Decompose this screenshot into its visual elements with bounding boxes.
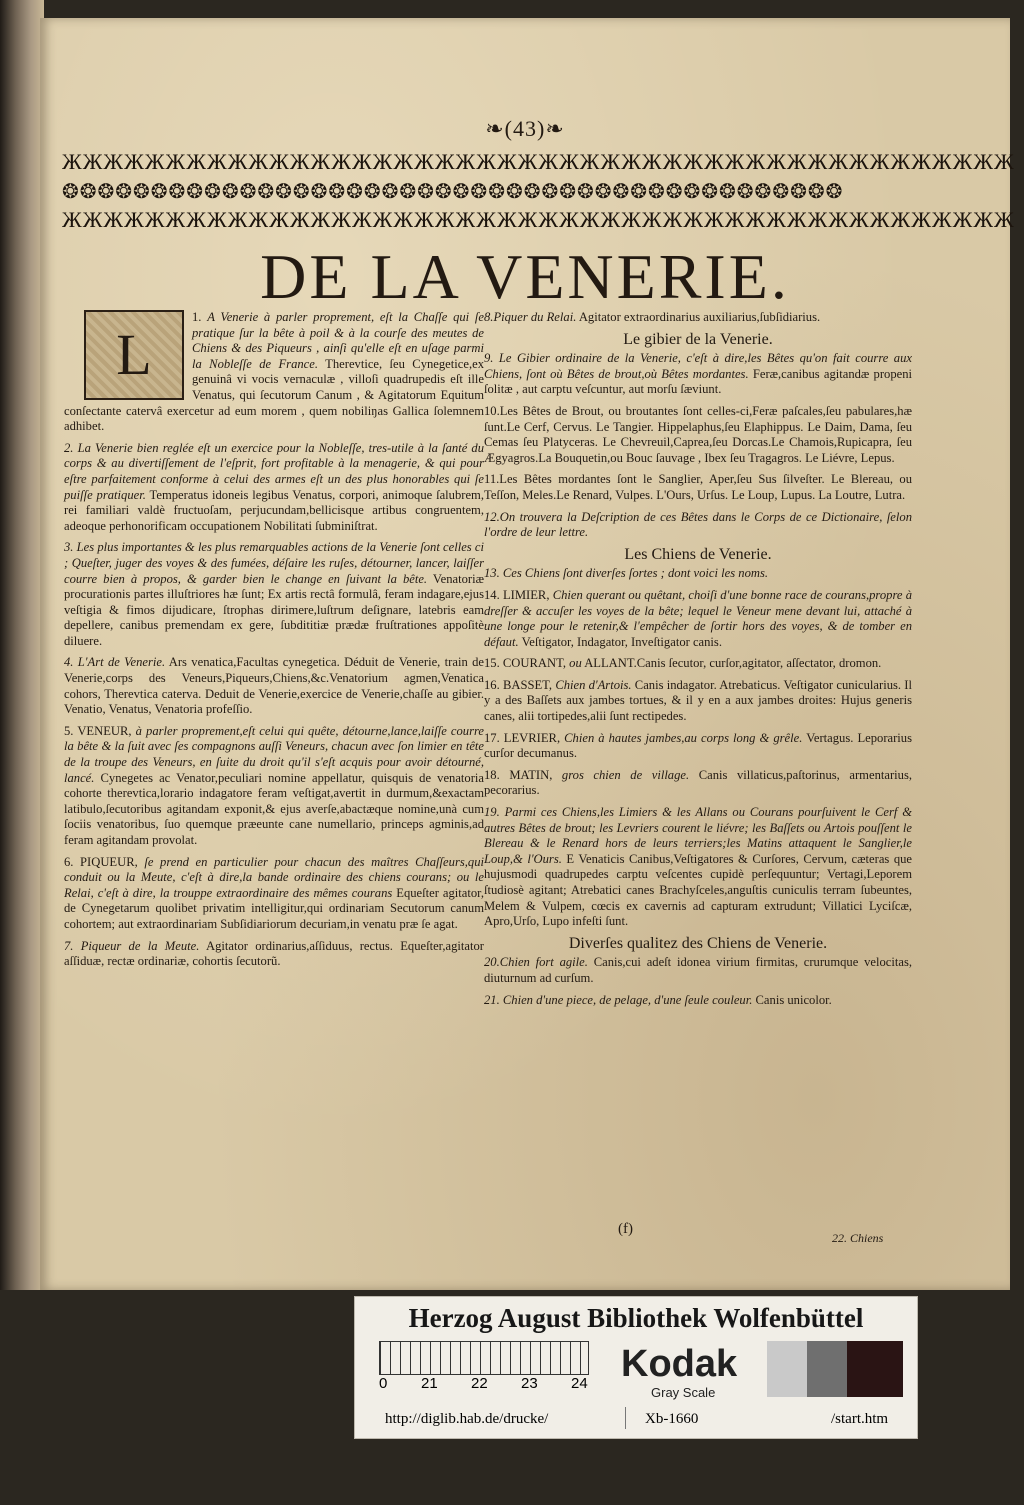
right-column (484, 310, 912, 1014)
paragraph-number: 1. (192, 310, 202, 324)
entry-italic: 19. Parmi ces Chiens,les Limiers & les Allans ou Courans pourſuivent le Cerf & autres Bêtes de brout; les Levriers courent le liévre; les Baſſets ou Artois pouſſent le Blereau & le Renard hors de leurs terriers;les Matins attaquent le Sanglier,le Loup,& l'Ours. (484, 805, 912, 866)
paragraph-2 (64, 441, 484, 535)
start-path: /start.htm (831, 1411, 889, 1427)
gray-swatch-dark (847, 1341, 903, 1397)
paragraph-7 (64, 939, 484, 970)
measure-ruler (379, 1341, 589, 1375)
entry-italic: 3. Les plus importantes & les plus remarquables actions de la Venerie ſont celles ci ; Queſter, juger des voyes & des fumées, déſaire les ruſes, détourner, lancer, laiſſer courre bien à propos, & garder bien le change en ſuivant la bête. (64, 540, 484, 586)
entry-text: Veſtigator, Indagator, Inveſtigator canis. (521, 634, 722, 649)
entry-italic: 8.Piquer du Relai. (484, 310, 577, 324)
gray-swatch-mid (807, 1341, 847, 1397)
entry-text: Temperatus idoneis legibus Venatus, corpori, animoque ſalubrem, rei familiari valdè fructuoſam, perjucundam,bellicisque artibus congruentem, adeoque perhonorificam occupationem Nobilitati ſubminiſtrat. (64, 487, 484, 533)
entry-italic: Chien à hautes jambes,au corps long & grêle. (564, 730, 803, 745)
entry-text: ALLANT.Canis ſecutor, curſor,agitator, aſſectator, dromon. (584, 656, 882, 671)
entry-text: Therevtice, ſeu Cynegetice,ex genuinâ vi vocis vernaculæ , villoſi quadrupedis eſt ille Venatus, qui ſecutorum Canum , & Agitatorum Equitum conſectante catervâ exercetur ad eum morem , quem nobiliŋas Gallica ſolemnem adhibet. (64, 356, 484, 434)
shelfmark: Xb-1660 (645, 1411, 699, 1427)
entry-text: Ars venatica,Facultas cynegetica. Déduit de Venerie, train de Venerie,corps des Veneurs,Piqueurs,Chiens,&c.Venatorium agmen,Venatica cohors, Therevtica caterva. Deduit de Venerie,exercice de Venerie,chaſſe au gibier. Venatio, Venatus, Venatoria profeſſio. (64, 655, 484, 717)
ruler-label: 23 (521, 1375, 538, 1392)
catchword: 22. Chiens (832, 1231, 884, 1245)
ruler-label: 22 (471, 1375, 488, 1392)
paragraph-21 (484, 993, 912, 1009)
entry-italic: A Venerie à parler proprement, eſt la Chaſſe qui ſe pratique ſur la bête à poil & à la courſe des meutes de Chiens & des Piqueurs , ainſi qu'elle eſt en uſage parmi la Nobleſſe de France. (192, 310, 484, 371)
book-spine-edge (0, 0, 44, 1290)
paragraph-16 (484, 678, 912, 725)
paragraph-19 (484, 805, 912, 930)
entry-italic: Chien d'Artois. (555, 677, 632, 692)
entry-italic: 13. Ces Chiens ſont diverſes ſortes ; dont voici les noms. (484, 566, 769, 581)
paragraph-10: 10.Les Bêtes de Brout, ou broutantes ſont celles-ci,Feræ paſcales,ſeu pabulares,hæ ſunt.Le Cerf, Cervus. Le Tangier. Hippelaphus,ſeu Elaphippus. Le Daim, Dama, ſeu Cemas ſeu Platyceras. Le Chevreuil,Caprea,ſeu Dorcas.Le Chamois,Rupicapra, ſeu Ægyagros.La Bouquetin,ou Bouc ſauvage , Ibex ſeu Tragagros. Le Liévre, Lepus. (484, 403, 912, 465)
entry-italic: Chien querant ou quêtant, choiſi d'une bonne race de courans,propre à dreſſer & accuſer les voyes de la bête; lequel le Veneur mene devant lui, attaché à une longe pour le retenir,& l'empêcher de ſortir hors des voyes, & de tomber en défaut. (484, 587, 912, 649)
entry-italic: 12.On trouvera la Deſcription de ces Bêtes dans le Corps de ce Dictionaire, ſelon l'ordre de leur lettre. (484, 509, 912, 540)
entry-italic: 21. Chien d'une piece, de pelage, d'une ſeule couleur. (484, 992, 753, 1007)
entry-lead: 15. COURANT, (484, 656, 566, 671)
entry-lead: 16. BASSET, (484, 677, 553, 692)
entry-lead: 5. VENEUR, (64, 723, 132, 738)
entry-italic: à parler proprement,eſt celui qui quête, détourne,lance,laiſſe courre la bête & la ſuit avec ſes compagnons auſſi Veneurs, chacun avec ſon limier en tête de la troupe des Veneurs, en ſuite du droit qu'il s'eſt acquis pour avoir détourné, lancé. (64, 723, 485, 785)
signature-mark: (f) (618, 1221, 633, 1237)
page-number: ❧(43)❧ (485, 116, 565, 141)
entry-italic: 2. La Venerie bien reglée eſt un exercice pour la Nobleſſe, tres-utile à la ſanté du corps & au divertiſſement de l'eſprit, fort profitable à la menagerie, & qui pour eſtre parfaitement conforme à celui des armes eſt un des plus honorables qui ſe puiſſe pratiquer. (64, 440, 484, 502)
paragraph-9 (484, 351, 912, 398)
paragraph-20 (484, 955, 912, 986)
section-heading-qualitez: Diverſes qualitez des Chiens de Venerie. (568, 934, 828, 952)
entry-text: Venatoriæ procurationis partes illuſtriores hæ ſunt; Ex artis rectâ formulâ, feram indagare,ejus veſtigia & fimos dijudicare, ſtrophas dirimere,luſtrum deſignare, latebris eam depellere, canibus premendam ex gere, ſubdititiæ prædæ fruſtrationes appoſitè diluere. (64, 571, 484, 648)
ruler-label: 0 (379, 1375, 388, 1392)
entry-text: Canis indagator. Atrebaticus. Veſtigator cunicularius. Il y a des Baſſets aux jambes tortues, & il y en a aux jambes droites: Hujus generis canes, alii tortipedes,alii ſunt rectipedes. (484, 677, 912, 724)
card-title: Herzog August Bibliothek Wolfenbüttel (408, 1303, 864, 1333)
entry-text: Canis,cui adeſt idonea virium firmitas, crurumque velocitas, diuturnum ad curſum. (484, 955, 912, 985)
paragraph-3 (64, 540, 484, 649)
entry-italic: ou (569, 656, 582, 671)
entry-italic: 4. L'Art de Venerie. (64, 655, 166, 670)
paragraph-4 (64, 655, 484, 717)
kodak-logo: Kodak (621, 1343, 738, 1385)
entry-lead: 18. MATIN, (484, 767, 553, 782)
paragraph-13 (484, 566, 912, 582)
source-url: http://diglib.hab.de/drucke/ (385, 1411, 549, 1427)
entry-text: Cynegetes ac Venator,peculiari nomine appellatur, quisquis de venatoria cohorte therevtica,lorario indagatore feram veſtigat,avertit in durmum,&exactam latibulo,ſecutoribus agitandam exponit,& ejus averſe,abactæque nomine,unà cum ſociis venatoribus, ſuo quemque præeunte cane numellario, princeps agminis,ad feram agitandam provolat. (64, 770, 484, 847)
paragraph-12 (484, 510, 912, 541)
card-divider (625, 1407, 626, 1429)
paragraph-1 (64, 310, 484, 435)
entry-text: Agitator ordinarius,aſſiduus, rectus. Equeſter,agitator aſſiduæ, rectæ ordinariæ, cohortis ſecutorũ. (64, 938, 484, 969)
paragraph-17 (484, 731, 912, 762)
entry-text: Vertagus. Leporarius curſor decumanus. (484, 730, 912, 761)
entry-text: Feræ,canibus agitandæ propeni ſolitæ , aut carptu veſcuntur, aut morſu ſæviunt. (484, 366, 913, 397)
entry-text: Canis unicolor. (755, 992, 832, 1007)
library-color-card (354, 1296, 918, 1439)
entry-italic: gros chien de village. (561, 767, 690, 782)
ornament-band-bottom: ЖЖЖЖЖЖЖЖЖЖЖЖЖЖЖЖЖЖЖЖЖЖЖЖЖЖЖЖЖЖЖЖЖЖЖЖЖЖЖЖЖЖЖЖЖЖ (62, 207, 1015, 232)
paragraph-5 (64, 724, 484, 849)
paragraph-11: 11.Les Bêtes mordantes ſont le Sanglier, Aper,ſeu Sus ſilveſter. Le Blereau, ou Teſſon, Meles.Le Renard, Vulpes. L'Ours, Urſus. Le Loup, Lupus. La Loutre, Lutra. (484, 472, 912, 502)
entry-lead: 17. LEVRIER, (484, 730, 561, 745)
ornament-band-top: ЖЖЖЖЖЖЖЖЖЖЖЖЖЖЖЖЖЖЖЖЖЖЖЖЖЖЖЖЖЖЖЖЖЖЖЖЖЖЖЖЖЖЖЖЖЖ (62, 149, 1015, 174)
ornament-band-middle: ❂❂❂❂❂❂❂❂❂❂❂❂❂❂❂❂❂❂❂❂❂❂❂❂❂❂❂❂❂❂❂❂❂❂❂❂❂❂❂❂❂❂❂❂ (62, 181, 844, 203)
paragraph-18 (484, 768, 912, 799)
entry-text: Agitator extraordinarius auxiliarius,ſubſidiarius. (578, 310, 821, 324)
entry-text: Canis villaticus,paſtorinus, armentarius, pecorarius. (484, 767, 912, 798)
entry-text: Equeſter agitator, de Cynegetarum quolibet privatim intelligitur,qui ordinariam Secutorum canum cohortem; aut extraordinariam Subſidiariorum decuriam,in venatu præ ſe agat. (64, 885, 485, 931)
left-column (64, 310, 484, 976)
page-title: DE LA VENERIE. (260, 241, 790, 312)
entry-text: E Venaticis Canibus,Veſtigatores & Curſores, Cervum, cæteras que hujusmodi quadrupedes carptu veſcentes cupidè perſequuntur; Vertagi,Leporem ſtudiosè agitant; Atrebatici canes Brachyſceles,anguſtis cuniculis terram ſubeuntes, Melem & Vulpem, cœcis ex cavernis ad capturam extrudunt; Villatici Lyciſcæ, Apro,Urſo, Lupo infeſti ſunt. (484, 851, 912, 929)
gray-swatch-light (767, 1341, 807, 1397)
entry-lead: 6. PIQUEUR, (64, 854, 138, 869)
paragraph-8 (484, 310, 912, 326)
decorated-initial: L (84, 310, 184, 400)
entry-italic: 20.Chien fort agile. (484, 955, 588, 970)
paragraph-15 (484, 656, 912, 672)
section-heading-chiens: Les Chiens de Venerie. (624, 545, 772, 563)
gray-scale-label: Gray Scale (651, 1385, 716, 1400)
paragraph-14 (484, 588, 912, 650)
ruler-label: 24 (571, 1375, 588, 1392)
paragraph-6 (64, 855, 484, 933)
section-heading-gibier: Le gibier de la Venerie. (623, 330, 773, 348)
book-page (40, 18, 1015, 1290)
ruler-label: 21 (421, 1375, 438, 1392)
entry-italic: 7. Piqueur de la Meute. (64, 938, 200, 953)
entry-italic: 9. Le Gibier ordinaire de la Venerie, c'eſt à dire,les Bêtes qu'on fait courre aux Chiens, ſont où Bêtes de brout,où Bêtes mordantes. (484, 351, 912, 381)
entry-italic: ſe prend en particulier pour chacun des maîtres Chaſſeurs,qui conduit ou la Meute, c'eſt à dire,la bande ordinaire des chiens courans; ou le Relai, c'eſt à dire, la trouppe extraordinaire des mêmes courans (64, 854, 484, 900)
entry-lead: 14. LIMIER, (484, 587, 550, 602)
